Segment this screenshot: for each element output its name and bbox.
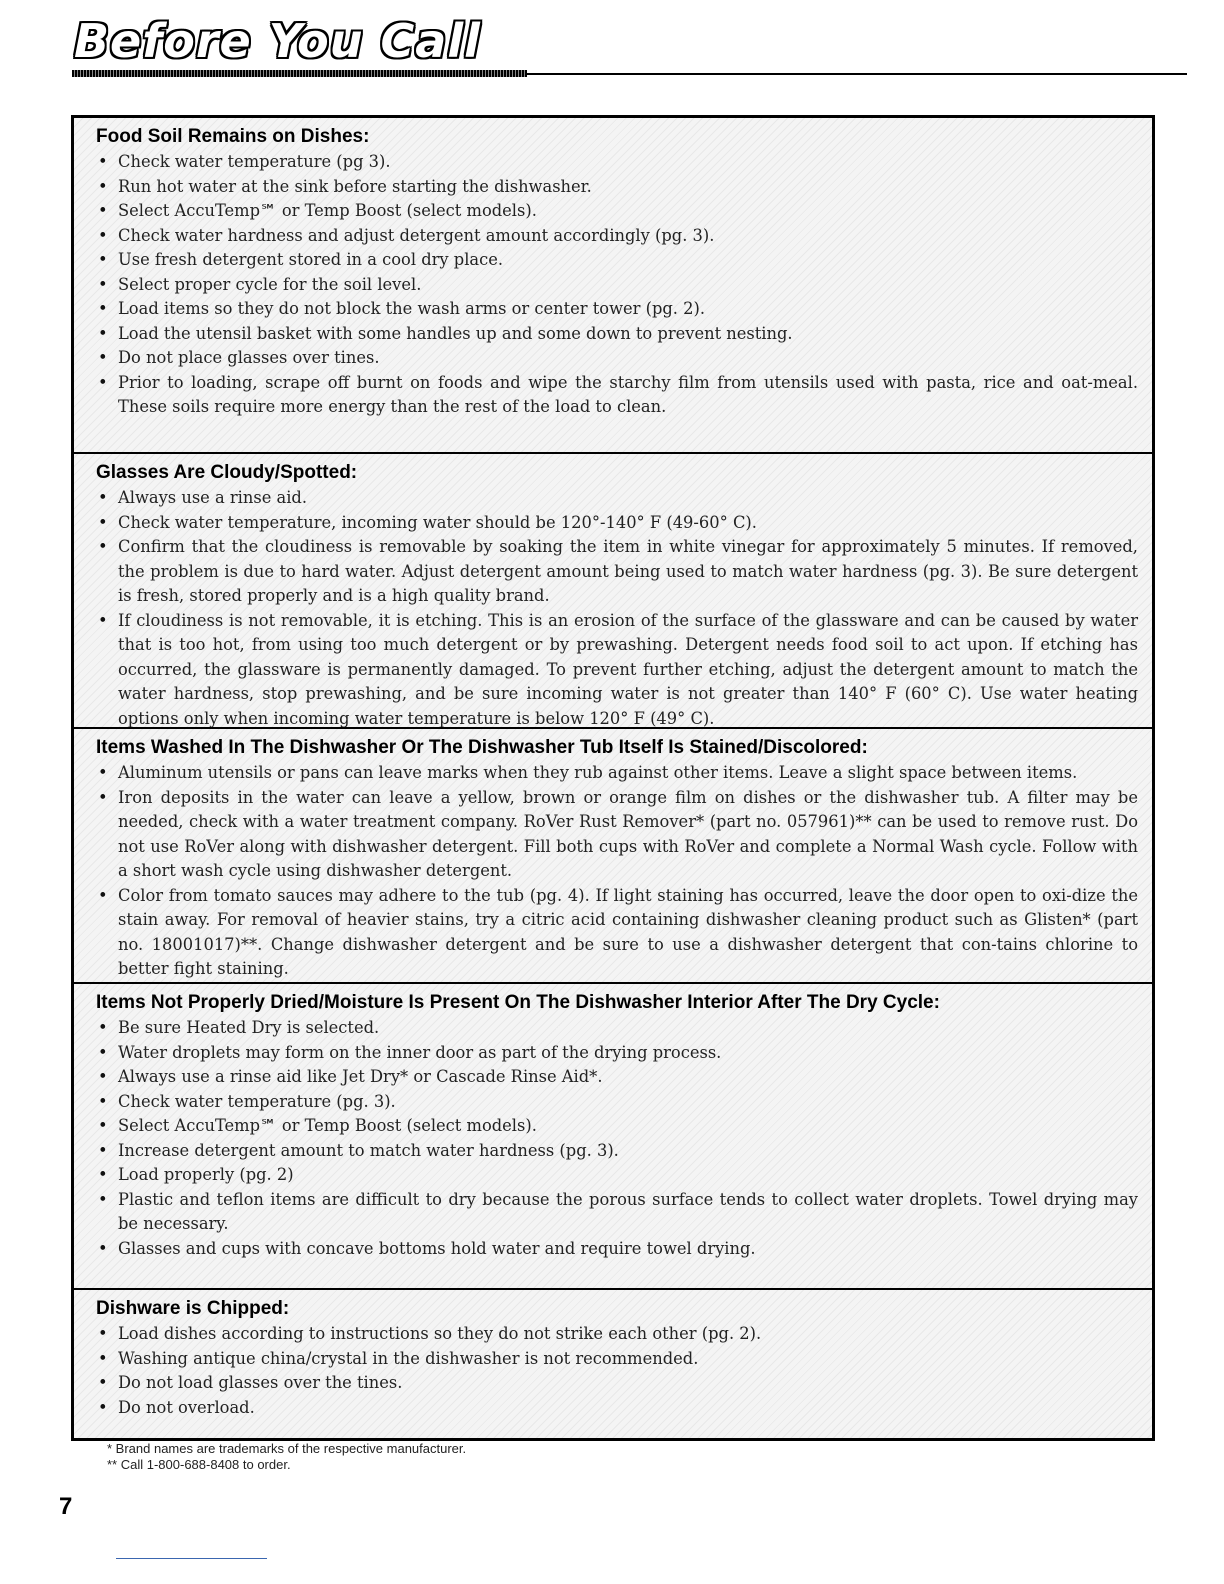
bullet-list xyxy=(96,486,1138,731)
troubleshooting-box xyxy=(71,115,1155,1441)
list-item: • Water droplets may form on the inner door as part of the drying process. xyxy=(96,1041,1138,1066)
list-item: • Do not place glasses over tines. xyxy=(96,346,1138,371)
list-item: • Load the utensil basket with some handles up and some down to prevent nesting. xyxy=(96,322,1138,347)
list-item: • If cloudiness is not removable, it is etching. This is an erosion of the surface of the glassware and can be caused by water that is too hot, from using too much detergent or by prewashing. Detergent needs food soil to act upon. If etching has occurred, the glassware is permanently damaged. To prevent further etching, adjust the detergent amount to match the water hardness, stop prewashing, and be sure incoming water is not greater than 140° F (60° C). Use water heating options only when incoming water temperature is below 120° F (49° C). xyxy=(96,609,1138,732)
bullet-list xyxy=(96,150,1138,420)
section-heading: Glasses Are Cloudy/Spotted: xyxy=(96,462,358,483)
list-item: • Iron deposits in the water can leave a yellow, brown or orange film on dishes or the dishwasher tub. A filter may be needed, check with a water treatment company. RoVer Rust Remover* (part no. 057961)** can be used to remove rust. Do not use RoVer along with dishwasher detergent. Fill both cups with RoVer and complete a Normal Wash cycle. Follow with a short wash cycle using dishwasher detergent. xyxy=(96,786,1138,884)
list-item: • Washing antique china/crystal in the dishwasher is not recommended. xyxy=(96,1347,1138,1372)
section-heading: Food Soil Remains on Dishes: xyxy=(96,126,370,147)
list-item: • Color from tomato sauces may adhere to the tub (pg. 4). If light staining has occurred, leave the door open to oxi-dize the stain away. For removal of heavier stains, try a citric acid containing dishwasher cleaning product such as Glisten* (part no. 18001017)**. Change dishwasher detergent and be sure to use a dishwasher detergent that con-tains chlorine to better fight staining. xyxy=(96,884,1138,982)
section-heading: Items Washed In The Dishwasher Or The Dishwasher Tub Itself Is Stained/Discolored: xyxy=(96,737,868,758)
list-item: • Confirm that the cloudiness is removable by soaking the item in white vinegar for approximately 5 minutes. If removed, the problem is due to hard water. Adjust detergent amount being used to match water hardness (pg. 3). Be sure detergent is fresh, stored properly and is a high quality brand. xyxy=(96,535,1138,609)
list-item: • Always use a rinse aid like Jet Dry* or Cascade Rinse Aid*. xyxy=(96,1065,1138,1090)
list-item: • Prior to loading, scrape off burnt on foods and wipe the starchy film from utensils used with pasta, rice and oat-meal. These soils require more energy than the rest of the load to clean. xyxy=(96,371,1138,420)
list-item: • Select proper cycle for the soil level. xyxy=(96,273,1138,298)
bottom-rule xyxy=(116,1558,267,1559)
section-cloudy-glasses xyxy=(74,452,1152,729)
list-item: • Use fresh detergent stored in a cool dry place. xyxy=(96,248,1138,273)
list-item: • Glasses and cups with concave bottoms hold water and require towel drying. xyxy=(96,1237,1138,1262)
list-item: • Run hot water at the sink before starting the dishwasher. xyxy=(96,175,1138,200)
list-item: • Check water temperature (pg 3). xyxy=(96,150,1138,175)
list-item: • Select AccuTemp℠ or Temp Boost (select models). xyxy=(96,1114,1138,1139)
bullet-list xyxy=(96,1322,1138,1420)
list-item: • Load dishes according to instructions so they do not strike each other (pg. 2). xyxy=(96,1322,1138,1347)
section-not-dried xyxy=(74,982,1152,1290)
footnotes xyxy=(107,1441,466,1473)
page-title: Before You Call xyxy=(74,14,481,68)
list-item: • Check water temperature (pg. 3). xyxy=(96,1090,1138,1115)
footnote-order-phone: ** Call 1-800-688-8408 to order. xyxy=(107,1457,291,1472)
section-food-soil xyxy=(74,118,1152,454)
section-heading: Items Not Properly Dried/Moisture Is Present On The Dishwasher Interior After The Dry Cycle: xyxy=(96,992,940,1013)
bullet-list xyxy=(96,1016,1138,1261)
section-heading: Dishware is Chipped: xyxy=(96,1298,290,1319)
footnote-trademark: * Brand names are trademarks of the respective manufacturer. xyxy=(107,1441,467,1456)
list-item: • Check water temperature, incoming water should be 120°-140° F (49-60° C). xyxy=(96,511,1138,536)
list-item: • Plastic and teflon items are difficult to dry because the porous surface tends to collect water droplets. Towel drying may be necessary. xyxy=(96,1188,1138,1237)
list-item: • Do not load glasses over the tines. xyxy=(96,1371,1138,1396)
title-underline-pattern xyxy=(72,70,527,77)
page-number: 7 xyxy=(59,1493,73,1520)
section-stained xyxy=(74,727,1152,984)
list-item: • Always use a rinse aid. xyxy=(96,486,1138,511)
list-item: • Be sure Heated Dry is selected. xyxy=(96,1016,1138,1041)
list-item: • Increase detergent amount to match water hardness (pg. 3). xyxy=(96,1139,1138,1164)
list-item: • Check water hardness and adjust detergent amount accordingly (pg. 3). xyxy=(96,224,1138,249)
bullet-list xyxy=(96,761,1138,982)
list-item: • Select AccuTemp℠ or Temp Boost (select models). xyxy=(96,199,1138,224)
list-item: • Do not overload. xyxy=(96,1396,1138,1421)
section-chipped xyxy=(74,1288,1152,1438)
title-underline-rule xyxy=(527,73,1187,75)
list-item: • Load properly (pg. 2) xyxy=(96,1163,1138,1188)
list-item: • Aluminum utensils or pans can leave marks when they rub against other items. Leave a slight space between items. xyxy=(96,761,1138,786)
list-item: • Load items so they do not block the wash arms or center tower (pg. 2). xyxy=(96,297,1138,322)
